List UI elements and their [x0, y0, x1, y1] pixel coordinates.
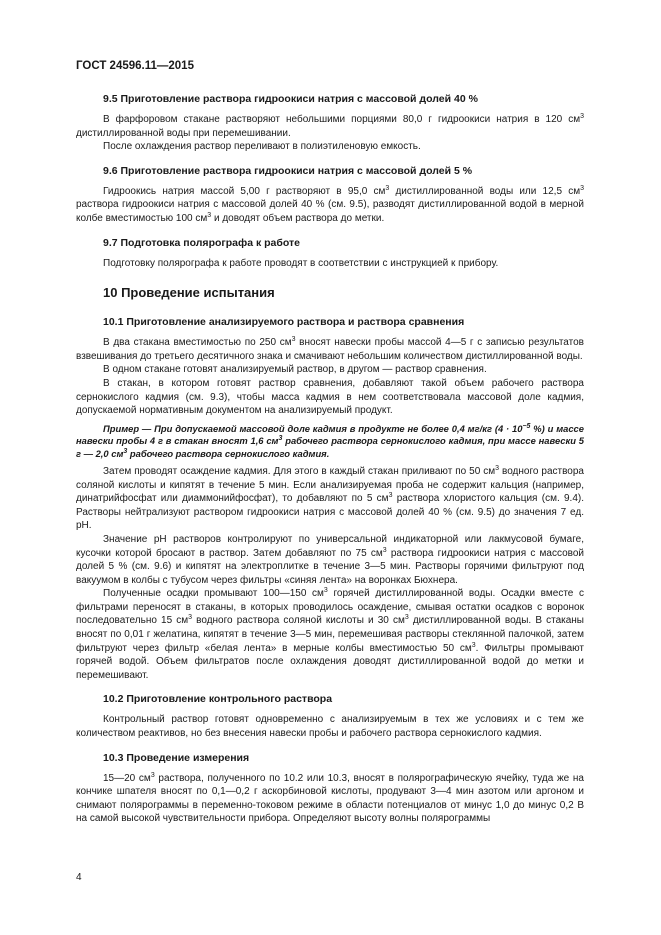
section-10-2-title: 10.2 Приготовление контрольного раствора — [103, 693, 333, 706]
section-9-5-paragraph-2: После охлаждения раствор переливают в полиэтиленовую емкость. — [103, 141, 421, 153]
section-9-7-paragraph: Подготовку полярографа к работе проводят в соответствии с инструкцией к прибору. — [103, 257, 499, 269]
section-9-5-title: 9.5 Приготовление раствора гидроокиси натрия с массовой долей 40 % — [103, 93, 478, 105]
section-9-6-title: 9.6 Приготовление раствора гидроокиси натрия с массовой долей 5 % — [103, 164, 473, 177]
example-note: Пример — При допускаемой массовой доле кадмия в продукте не более 0,4 мг/кг ($4 \cdot 10^{-5}$ %) и массе навески пробы 4 г в стакан вносят 1,6 $см^3$ рабочего раствора сернокислого кадмия, при массе навески 5 г — 2,0 $см^3$ рабочего раствора сернокислого кадмия. — [76, 422, 584, 459]
section-10-title: 10 Проведение испытания — [103, 285, 275, 301]
section-10-1-paragraph-6: Полученные осадки промывают 100—150 $см^3$ горячей дистиллированной воды. Осадки вместе с фильтрами переносят в стаканы, в которых проводилось осаждение, смывая остатки осадков с воронок последовательно 15 $см^3$ водного раствора соляной кислоты и 30 $см^3$ дистиллированной воды. В стаканы вносят по 0,01 г желатина, кипятят в течение 3—5 мин, перемешивая растворы стеклянной палочкой, затем фильтруют через фильтр «белая лента» в мерные колбы вместимостью 50 $см^3$. Фильтры промывают горячей водой. Объем фильтратов после охлаждения доводят дистиллированной водой до метки и перемешивают. — [76, 587, 584, 681]
section-10-3-title: 10.3 Проведение измерения — [103, 751, 250, 764]
section-10-1-paragraph-2: В одном стакане готовят анализируемый раствор, в другом — раствор сравнения. — [103, 364, 487, 376]
section-10-3-paragraph: 15—20 $см^3$ раствора, полученного по 10.2 или 10.3, вносят в полярографическую ячейку, туда же на кончике шпателя вносят по 0,1—0,2 г аскорбиновой кислоты, продувают 3—4 мин азотом или аргоном и снимают полярограммы в переменно-токовом режиме в области потенциалов от минус 1,0 до минус 0,2 В на самой высокой чувствительности прибора. Определяют высоту волны полярограммы — [76, 771, 584, 825]
section-9-5-paragraph-1: В фарфоровом стакане растворяют небольшими порциями 80,0 г гидроокиси натрия в 120 $см^3$ дистиллированной воды при перемешивании. — [76, 113, 584, 139]
section-9-7-title: 9.7 Подготовка полярографа к работе — [103, 236, 301, 249]
page-content — [76, 88, 584, 826]
section-10-1-paragraph-4: Затем проводят осаждение кадмия. Для этого в каждый стакан приливают по 50 $см^3$ водного раствора соляной кислоты и кипятят в течение 5 мин. Если анализируемая проба не содержит кальция (например, динатрийфосфат или диаммонийфосфат), то добавляют по 5 $см^3$ раствора хлористого кальция (см. 9.4). Растворы нейтрализуют раствором гидроокиси натрия с массовой долей 40 % (см. 9.5) до значения 7 ед. рН. — [76, 464, 585, 532]
standard-header: ГОСТ 24596.11—2015 — [76, 60, 194, 72]
section-9-6-paragraph: Гидроокись натрия массой 5,00 г растворяют в 95,0 $см^3$ дистиллированной воды или 12,5 $см^3$ раствора гидроокиси натрия с массовой долей 40 % (см. 9.5), разводят дистиллированной водой в мерной колбе вместимостью 100 $см^3$ и доводят объем раствора до метки. — [76, 184, 584, 224]
page-number: 4 — [76, 872, 82, 883]
section-10-2-paragraph: Контрольный раствор готовят одновременно с анализируемым в тех же условиях и с тем же количеством реактивов, но без внесения навески пробы и рабочего раствора сернокислого кадмия. — [76, 714, 584, 740]
section-10-1-title: 10.1 Приготовление анализируемого раствора и раствора сравнения — [103, 316, 465, 329]
section-10-1-paragraph-1: В два стакана вместимостью по 250 $см^3$ вносят навески пробы массой 4—5 г с записью результатов взвешивания до третьего десятичного знака и смачивают небольшим количеством дистиллированной воды. — [76, 336, 584, 362]
section-10-1-paragraph-3: В стакан, в котором готовят раствор сравнения, добавляют такой объем рабочего раствора сернокислого кадмия (см. 9.3), чтобы масса кадмия в нем соответствовала массовой доле кадмия, допускаемой нормативным документом на анализируемый продукт. — [76, 377, 584, 417]
section-10-1-paragraph-5: Значение рН растворов контролируют по универсальной индикаторной или лакмусовой бумаге, кусочки которой бросают в раствор. Затем добавляют по 75 $см^3$ раствора гидроокиси натрия с массовой долей 5 % (см. 9.6) и кипятят на электроплитке в течение 3—5 мин. Растворы горячими фильтруют под вакуумом в колбы с тубусом через фильтры «синяя лента» на воронках Бюхнера. — [76, 533, 585, 586]
